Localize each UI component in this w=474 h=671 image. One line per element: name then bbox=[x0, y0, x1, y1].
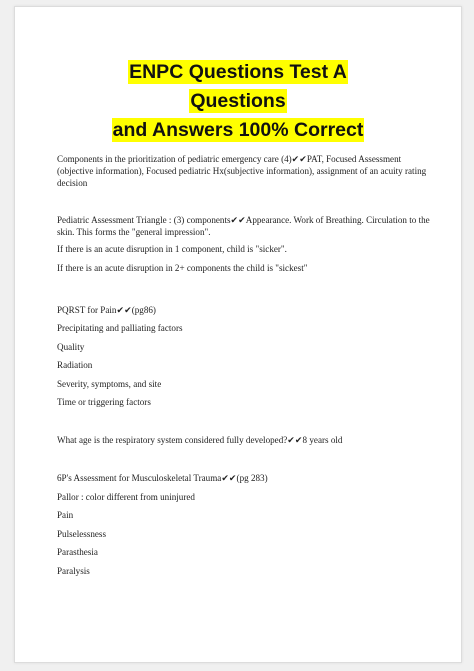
list-item: Pain bbox=[57, 510, 74, 520]
list-item: Precipitating and palliating factors bbox=[57, 323, 183, 333]
list-item: Quality bbox=[57, 342, 85, 352]
list-item: Severity, symptoms, and site bbox=[57, 379, 162, 389]
paragraph-6ps: 6P's Assessment for Musculoskeletal Trauma✔✔(pg 283) bbox=[57, 473, 268, 483]
list-item: Pulselessness bbox=[57, 529, 107, 539]
title-line-3: and Answers 100% Correct bbox=[112, 119, 364, 141]
paragraph-prioritization: Components in the prioritization of pediatric emergency care (4)✔✔PAT, Focused Assessment (objective information), Focused pediatric Hx(subjective information), assignment of an acuity rating decision bbox=[57, 154, 427, 189]
list-item: Paralysis bbox=[57, 566, 90, 576]
list-item: Radiation bbox=[57, 360, 93, 370]
title-line-2: Questions bbox=[190, 90, 286, 112]
paragraph-sicker: If there is an acute disruption in 1 component, child is "sicker". bbox=[57, 244, 287, 254]
list-item: Time or triggering factors bbox=[57, 397, 151, 407]
document-title bbox=[15, 60, 461, 147]
title-line-1: ENPC Questions Test A bbox=[129, 61, 347, 83]
list-item: Parasthesia bbox=[57, 547, 98, 557]
document-page bbox=[14, 6, 462, 663]
paragraph-assessment-triangle: Pediatric Assessment Triangle : (3) components✔✔Appearance. Work of Breathing. Circulation to the skin. This forms the "general impression". bbox=[57, 215, 430, 238]
paragraph-respiratory-age: What age is the respiratory system considered fully developed?✔✔8 years old bbox=[57, 435, 343, 445]
paragraph-pqrst: PQRST for Pain✔✔(pg86) bbox=[57, 305, 156, 315]
paragraph-sickest: If there is an acute disruption in 2+ components the child is "sickest" bbox=[57, 263, 308, 273]
list-item: Pallor : color different from uninjured bbox=[57, 492, 195, 502]
